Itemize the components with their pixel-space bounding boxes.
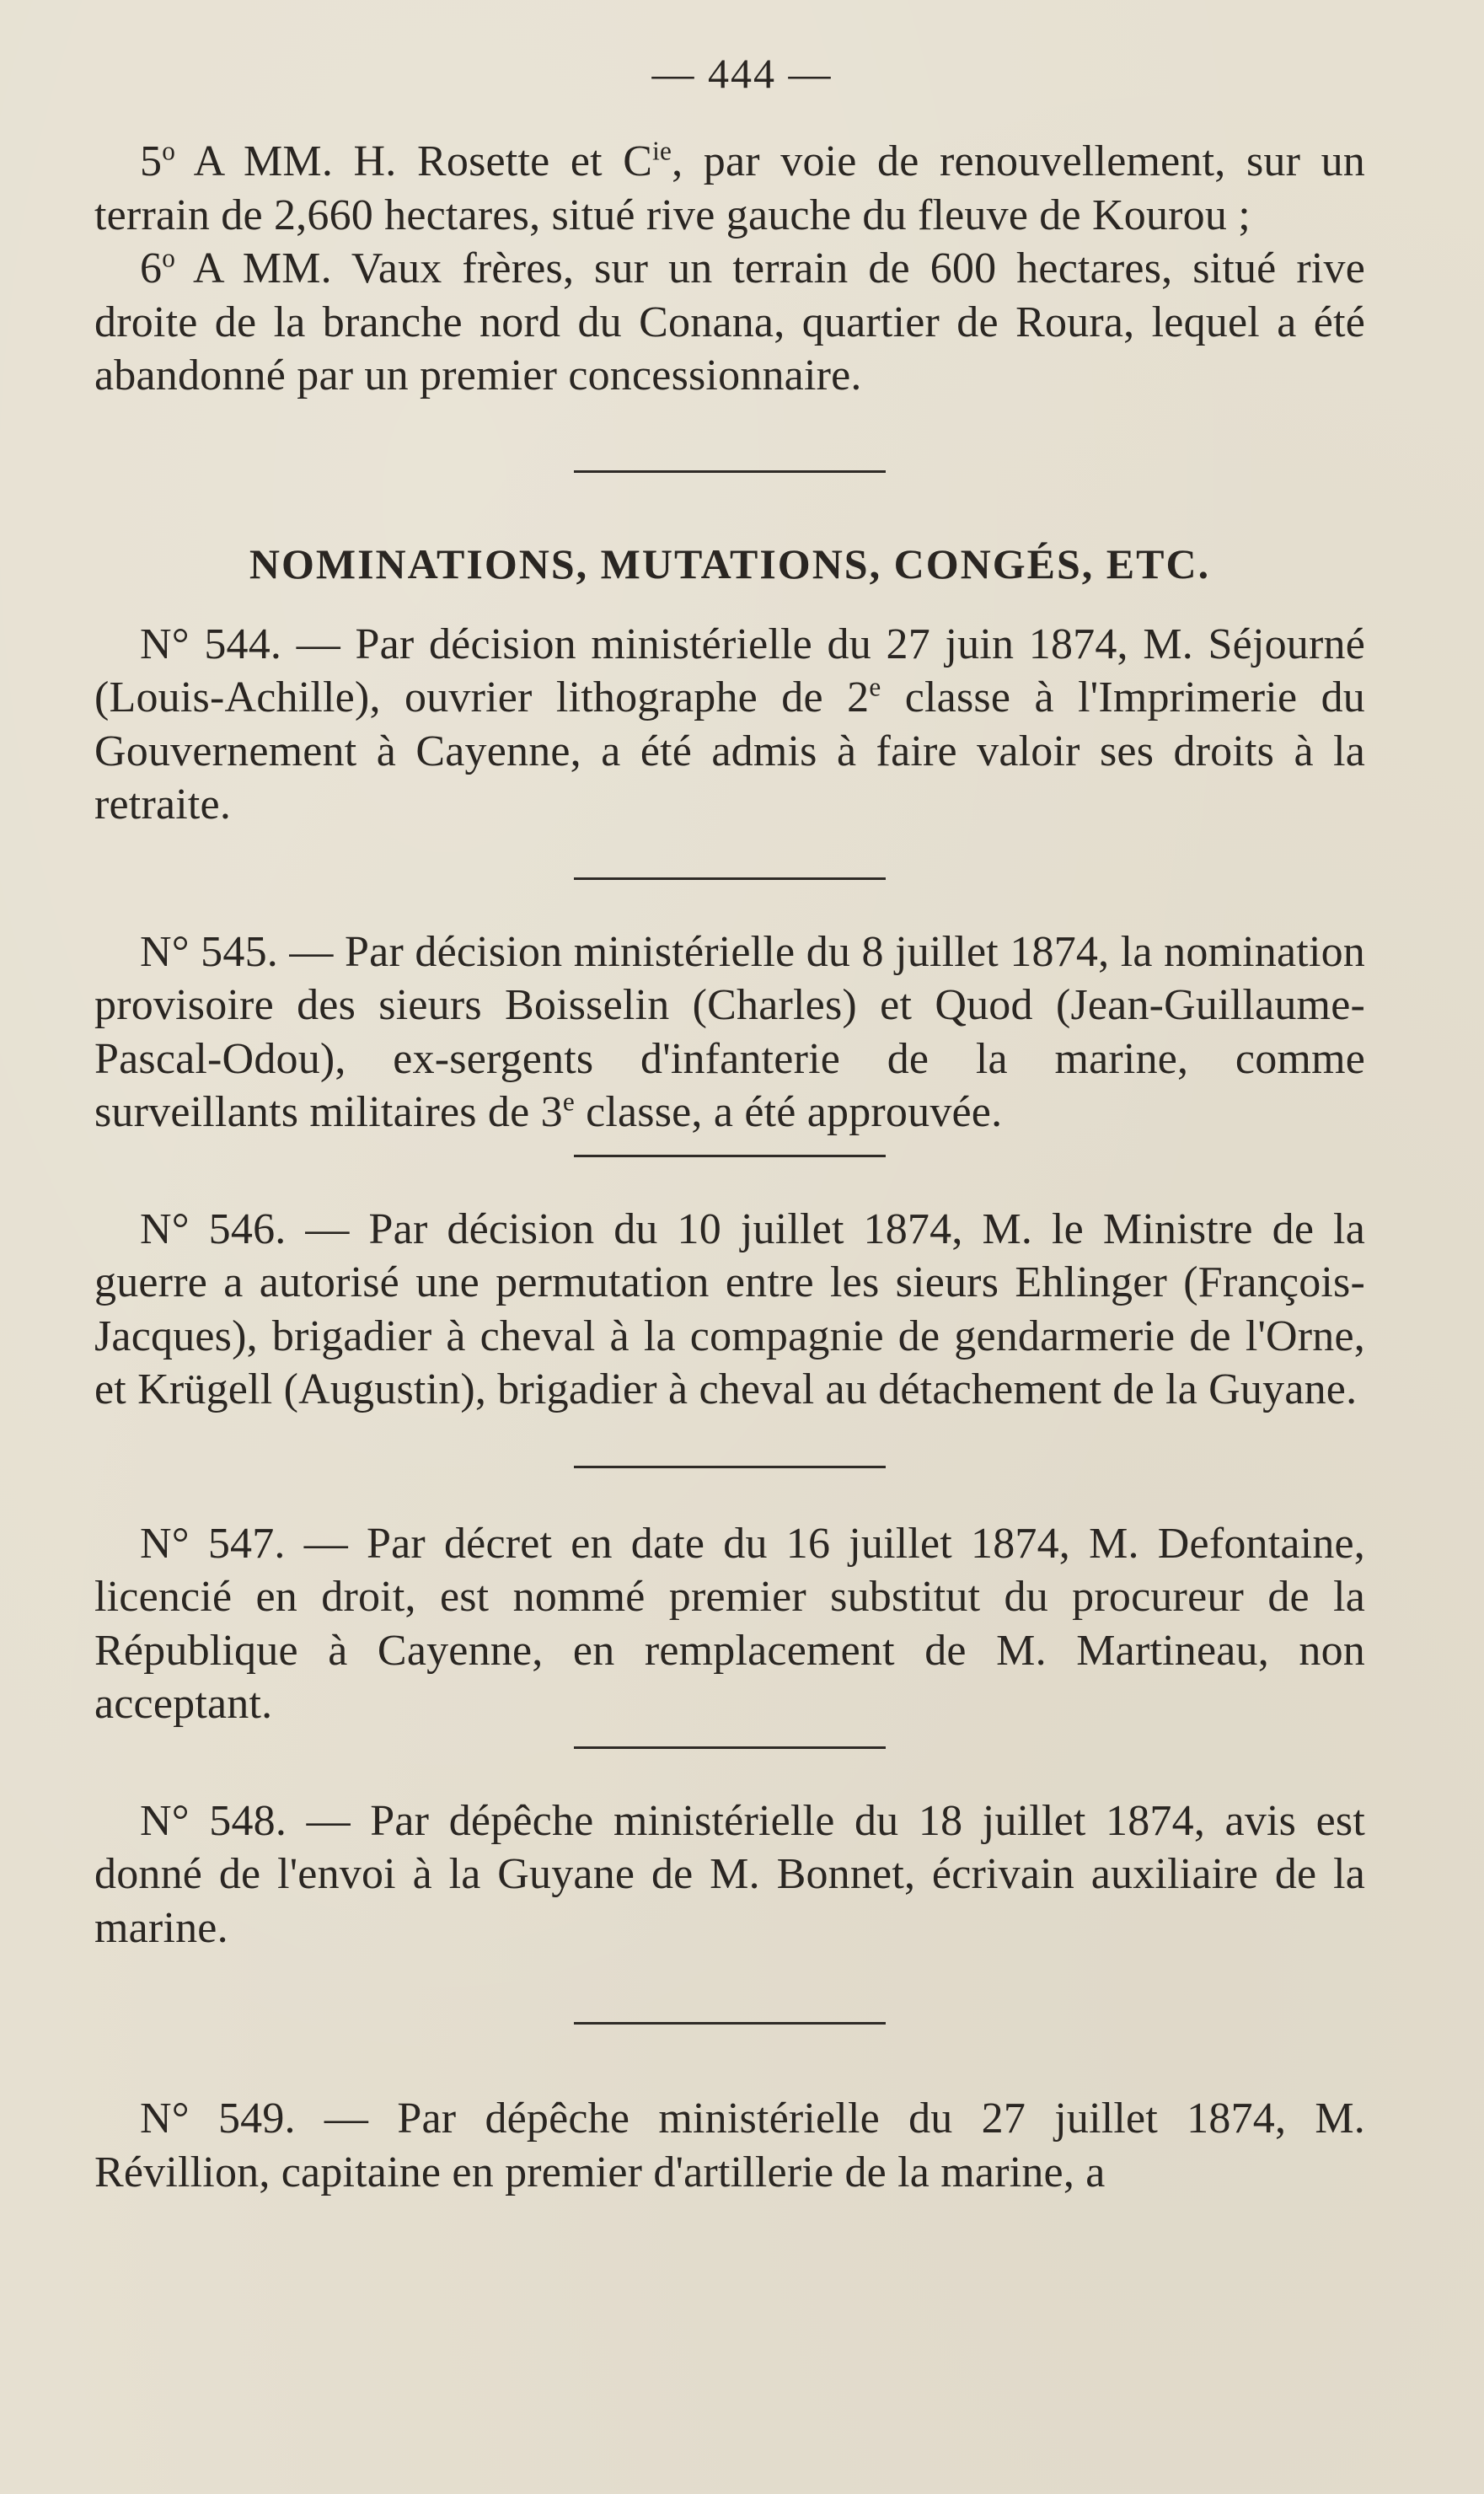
- separator-rule: [574, 1746, 886, 1749]
- paragraph-item-5: 5$^o$ A MM. H. Rosette et $C^{ie}$, par voie de renouvellement, sur un terrain de 2,660 hectares, situé rive gauche du fleuve de Kourou ;: [94, 136, 1365, 239]
- superscript: e: [562, 1086, 575, 1117]
- entry-547: N° 547. — Par décret en date du 16 juillet 1874, M. Defontaine, licencié en droit, est nommé premier substitut du procureur de la République à Cayenne, en remplacement de M. Martineau, non acceptant.: [94, 1519, 1365, 1728]
- separator-rule: [574, 1466, 886, 1468]
- paragraph-text-rest: , par voie de renouvellement, sur un terrain de 2,660 hectares, situé rive gauche du fleuve de Kourou ;: [94, 137, 1365, 239]
- separator-rule: [574, 2022, 886, 2025]
- separator-rule: [574, 470, 886, 473]
- entry-548: N° 548. — Par dépêche ministérielle du 18 juillet 1874, avis est donné de l'envoi à la Guyane de M. Bonnet, écrivain auxiliaire de la marine.: [94, 1796, 1365, 1952]
- entry-546: N° 546. — Par décision du 10 juillet 1874, M. le Ministre de la guerre a autorisé une permutation entre les sieurs Ehlinger (François-Jacques), brigadier à cheval à la compagnie de gendarmerie de l'Orne, et Krügell (Augustin), brigadier à cheval au détachement de la Guyane.: [94, 1204, 1365, 1413]
- separator-rule: [574, 877, 886, 880]
- entry-545: [94, 925, 1365, 1140]
- entry-549: N° 549. — Par dépêche ministérielle du 27 juillet 1874, M. Révillion, capitaine en premier d'artillerie de la marine, a: [94, 2094, 1365, 2196]
- entry-text: N° 544. — Par décision ministérielle du 27 juin 1874, M. Séjourné (Louis-Achille), ouvrier lithographe de 2: [94, 619, 1365, 721]
- entry-text-rest: classe à l'Imprimerie du Gouvernement à Cayenne, a été admis à faire valoir ses droits à la retraite.: [94, 673, 1365, 829]
- separator-rule: [574, 1155, 886, 1157]
- item-number: 5: [140, 137, 163, 185]
- superscript: e: [869, 672, 881, 702]
- entry-544: [94, 618, 1365, 832]
- superscript: ie: [652, 136, 672, 166]
- entry-text-rest: classe, a été approuvée.: [574, 1088, 1003, 1136]
- paragraph-item-6: 6$^o$ A MM. Vaux frères, sur un terrain de 600 hectares, situé rive droite de la branche nord du Conana, quartier de Roura, lequel a été abandonné par un premier concessionnaire.: [94, 243, 1365, 400]
- paragraph-text: A MM. Vaux frères, sur un terrain de 600 hectares, situé rive droite de la branche nord du Conana, quartier de Roura, lequel a été abandonné par un premier concessionnaire.: [94, 244, 1365, 400]
- text-column: [94, 135, 1365, 2199]
- section-heading: NOMINATIONS, MUTATIONS, CONGÉS, ETC.: [249, 539, 1211, 587]
- item-number: 6: [140, 244, 163, 292]
- page-number: — 444 —: [651, 50, 833, 97]
- entry-text: N° 545. — Par décision ministérielle du 8 juillet 1874, la nomination provisoire des sieurs Boisselin (Charles) et Quod (Jean-Guillaume-Pascal-Odou), ex-sergents d'infanterie de la marine, comme surveillants militaires de 3: [94, 927, 1365, 1136]
- paragraph-text: A MM. H. Rosette et C: [193, 137, 653, 185]
